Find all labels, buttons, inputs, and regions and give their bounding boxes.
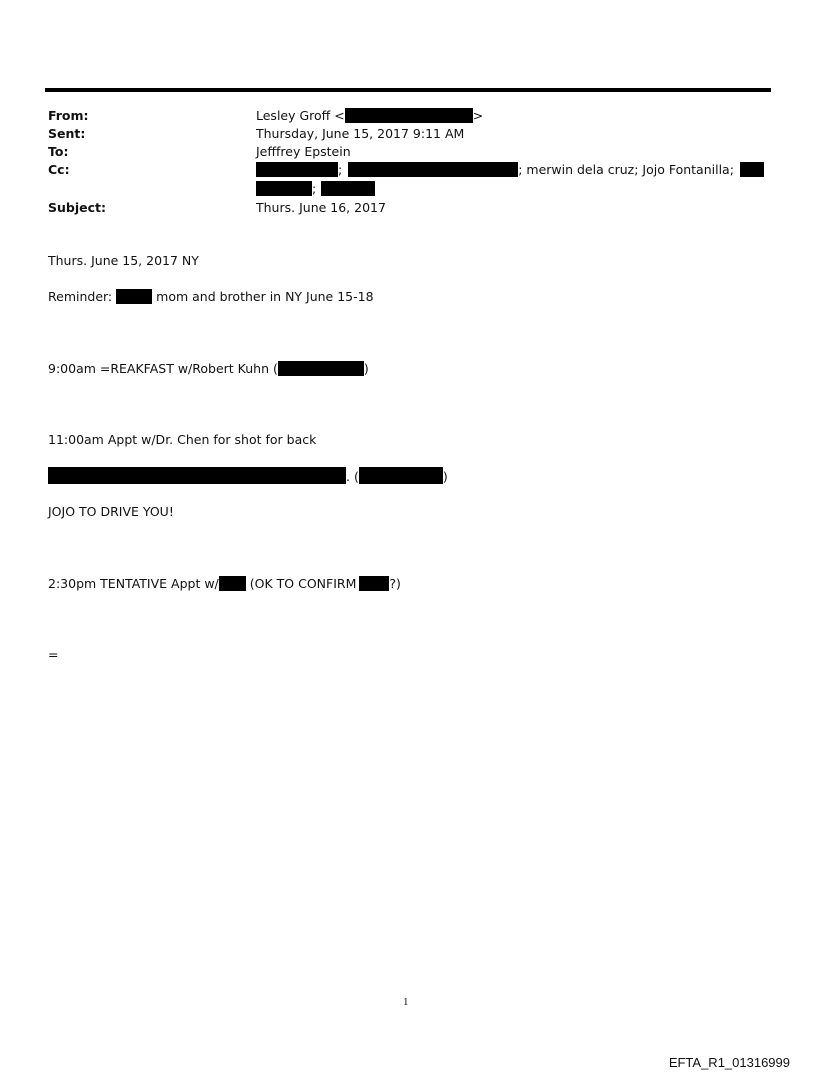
equals-line: = — [48, 647, 59, 662]
reminder-prefix: Reminder: — [48, 289, 113, 304]
redaction-block — [321, 181, 375, 196]
redaction-block — [359, 576, 389, 591]
redaction-block — [219, 576, 246, 591]
document-id: EFTA_R1_01316999 — [668, 1055, 790, 1070]
sent-value: Thursday, June 15, 2017 9:11 AM — [256, 126, 465, 141]
redacted-mid: . ( — [346, 469, 359, 484]
breakfast-line — [48, 360, 369, 378]
reminder-suffix: mom and brother in NY June 15-18 — [156, 289, 374, 304]
redaction-block — [345, 108, 473, 123]
redaction-block — [116, 289, 152, 304]
sent-label: Sent: — [48, 126, 86, 141]
to-value: Jefffrey Epstein — [256, 144, 351, 159]
redaction-block — [256, 181, 312, 196]
from-value — [256, 107, 483, 125]
cc-names: ; merwin dela cruz; Jojo Fontanilla; — [518, 162, 734, 177]
breakfast-suffix: ) — [363, 361, 369, 376]
header-divider — [45, 88, 771, 92]
tentative-suffix: ?) — [389, 576, 401, 591]
drive-line: JOJO TO DRIVE YOU! — [48, 504, 174, 519]
date-line: Thurs. June 15, 2017 NY — [48, 253, 199, 268]
from-close: > — [472, 108, 484, 123]
subject-label: Subject: — [48, 200, 106, 215]
reminder-line — [48, 288, 374, 306]
redaction-block — [48, 467, 346, 484]
redaction-block — [256, 162, 338, 177]
tentative-line — [48, 575, 401, 593]
cc-separator: ; — [338, 162, 343, 177]
appt-line: 11:00am Appt w/Dr. Chen for shot for back — [48, 432, 317, 447]
page-number: 1 — [403, 996, 409, 1008]
to-label: To: — [48, 144, 69, 159]
cc-value-line2 — [256, 180, 375, 198]
redaction-block — [740, 162, 764, 177]
from-name: Lesley Groff < — [256, 108, 345, 123]
from-label: From: — [48, 108, 89, 123]
cc-label: Cc: — [48, 162, 70, 177]
breakfast-prefix: 9:00am =REAKFAST w/Robert Kuhn ( — [48, 361, 278, 376]
tentative-mid: (OK TO CONFIRM — [249, 576, 357, 591]
subject-value: Thurs. June 16, 2017 — [256, 200, 386, 215]
tentative-prefix: 2:30pm TENTATIVE Appt w/ — [48, 576, 219, 591]
redaction-block — [359, 467, 443, 484]
redaction-block — [278, 361, 364, 376]
redacted-close: ) — [442, 469, 448, 484]
redaction-block — [348, 162, 518, 177]
cc-separator: ; — [312, 181, 317, 196]
cc-value-line1 — [256, 161, 764, 179]
redacted-line — [48, 467, 448, 486]
